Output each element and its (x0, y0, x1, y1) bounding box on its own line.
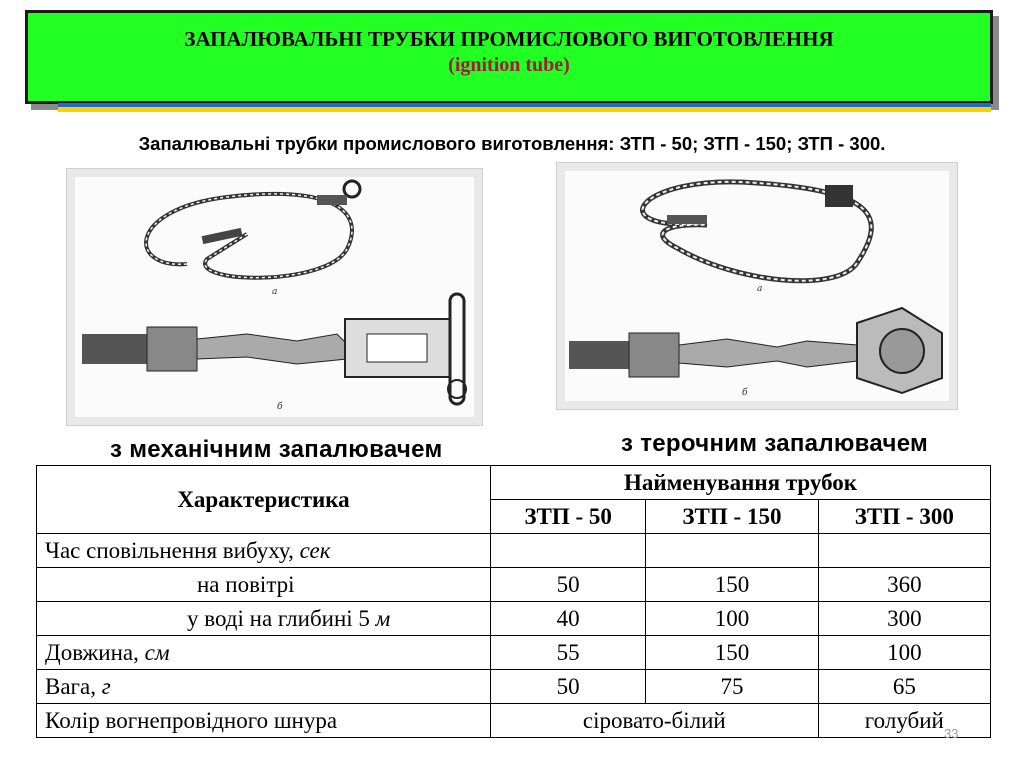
table-header-row (37, 466, 991, 500)
figure-mechanical-igniter (66, 168, 483, 426)
table-row (37, 568, 991, 602)
header-tube-names: Найменування трубок (491, 466, 991, 500)
column-header: ЗТП - 50 (491, 500, 646, 534)
table-cell: 50 (491, 568, 646, 602)
table-cell: 300 (818, 602, 990, 636)
table-cell: 150 (646, 568, 818, 602)
row-label: на повітрі (37, 568, 491, 602)
table-cell: 55 (491, 636, 646, 670)
row-label: Вага, г (37, 670, 491, 704)
table-cell: голубий (818, 704, 990, 738)
page-number: 33 (944, 726, 959, 741)
table-cell: 40 (491, 602, 646, 636)
row-label: Довжина, см (37, 636, 491, 670)
table-cell: 100 (818, 636, 990, 670)
table-cell: 75 (646, 670, 818, 704)
table-cell: 360 (818, 568, 990, 602)
table-cell (491, 534, 646, 568)
caption-mechanical-igniter: з механічним запалювачем (110, 436, 443, 463)
title-banner (25, 10, 993, 104)
table-cell: сіровато-білий (491, 704, 819, 738)
column-header: ЗТП - 150 (646, 500, 818, 534)
header-characteristic: Характеристика (37, 466, 491, 534)
table-row (37, 704, 991, 738)
table-row (37, 602, 991, 636)
table-row (37, 534, 991, 568)
svg-text:б: б (742, 388, 748, 398)
row-label: Час сповільнення вибуху, сек (37, 534, 491, 568)
table-cell: 65 (818, 670, 990, 704)
caption-friction-igniter: з терочним запалювачем (621, 430, 929, 457)
row-label: Колір вогнепровідного шнура (37, 704, 491, 738)
table-row (37, 670, 991, 704)
page-title: ЗАПАЛЮВАЛЬНІ ТРУБКИ ПРОМИСЛОВОГО ВИГОТОВЛЕННЯ (184, 27, 834, 51)
table-cell: 50 (491, 670, 646, 704)
subheading: Запалювальні трубки промислового виготовлення: ЗТП - 50; ЗТП - 150; ЗТП - 300. (138, 133, 886, 154)
table-cell (646, 534, 818, 568)
row-label: у воді на глибині 5 м (37, 602, 491, 636)
svg-text:а: а (272, 287, 278, 297)
figure-friction-igniter (556, 162, 958, 410)
table-cell: 100 (646, 602, 818, 636)
decor-stripe-yellow (58, 107, 991, 112)
column-header: ЗТП - 300 (818, 500, 990, 534)
table-cell (818, 534, 990, 568)
svg-text:б: б (277, 402, 283, 412)
table-row (37, 636, 991, 670)
svg-text:а: а (757, 284, 763, 294)
characteristics-table (36, 465, 991, 738)
page-subtitle: (ignition tube) (448, 54, 570, 76)
table-cell: 150 (646, 636, 818, 670)
